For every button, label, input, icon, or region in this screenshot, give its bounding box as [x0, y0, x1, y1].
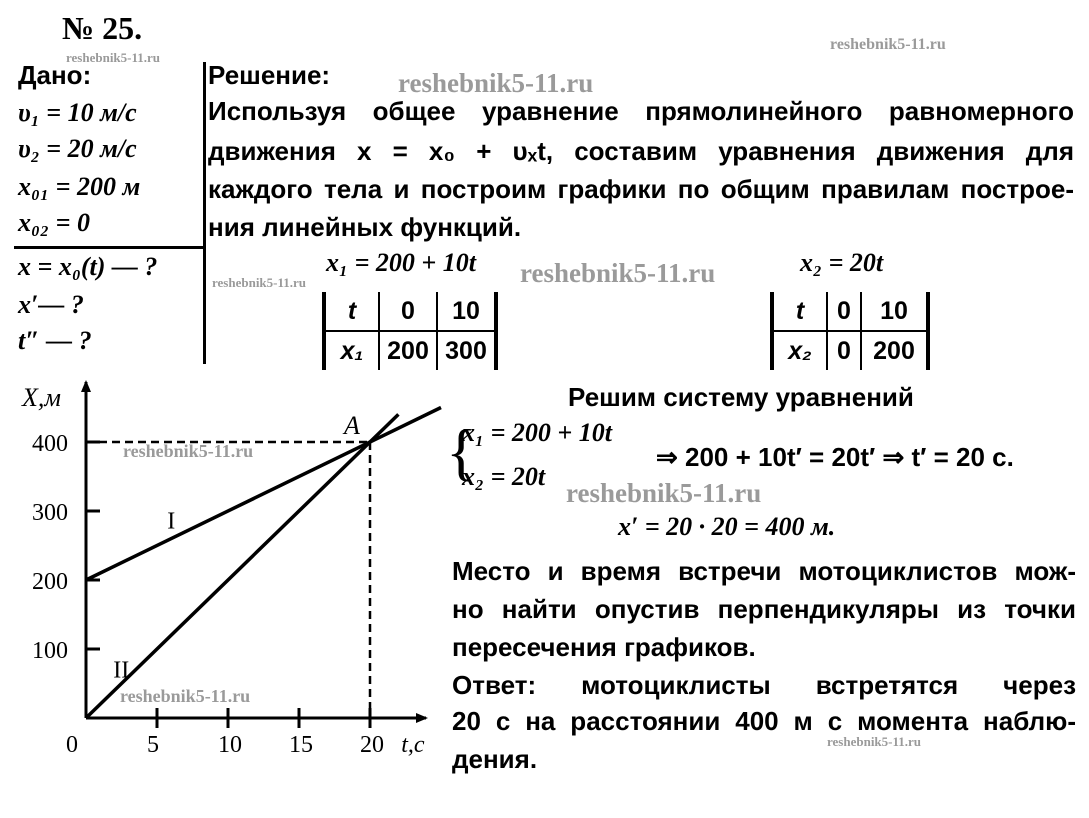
value-table-1 — [322, 292, 498, 370]
solution-paragraph-line: каждого тела и построим графики по общим правилам построе- — [208, 174, 1074, 204]
given-separator — [203, 62, 206, 364]
watermark-small: reshebnik5-11.ru — [212, 275, 307, 290]
solution-title: Решение: — [208, 60, 331, 90]
y-tick-label: 300 — [32, 500, 68, 526]
meeting-line: Место и время встречи мотоциклистов мож- — [452, 556, 1076, 586]
y-tick-label: 100 — [32, 638, 68, 664]
x-tick-label: 0 — [66, 732, 78, 758]
equation-2: x₂ = 20t — [800, 248, 884, 277]
watermark-large: reshebnik5-11.ru — [398, 68, 594, 98]
series-line-II — [86, 414, 398, 718]
x-tick-label: 15 — [289, 732, 313, 758]
table-cell: 0 — [827, 292, 861, 331]
find-line: x′— ? — [18, 290, 84, 319]
system-result: ⇒ 200 + 10t′ = 20t′ ⇒ t′ = 20 с. — [656, 442, 1014, 472]
given-line: x₀₁ = 200 м — [18, 172, 141, 201]
table-cell: 0 — [379, 292, 437, 331]
table-cell: t — [772, 292, 827, 331]
meeting-line: пересечения графиков. — [452, 632, 756, 662]
system-equation-2: x₂ = 20t — [462, 462, 546, 491]
y-tick-label: 200 — [32, 569, 68, 595]
given-line: x₀₂ = 0 — [18, 208, 90, 237]
table-cell: 10 — [437, 292, 496, 331]
y-tick-label: 400 — [32, 431, 68, 457]
table-cell: x₁ — [324, 331, 379, 370]
value-table-2 — [770, 292, 930, 370]
x-tick-label: 10 — [218, 732, 242, 758]
table-cell: t — [324, 292, 379, 331]
series-label-II: II — [113, 657, 130, 684]
motion-graph — [0, 370, 450, 770]
table-cell: 10 — [861, 292, 928, 331]
table-cell: 200 — [379, 331, 437, 370]
meeting-line: но найти опустив перпендикуляры из точки — [452, 594, 1076, 624]
watermark-small: reshebnik5-11.ru — [827, 734, 922, 749]
given-title: Дано: — [18, 60, 92, 90]
solution-paragraph-line: ния линейных функций. — [208, 212, 522, 242]
y-axis-label: X,м — [22, 383, 61, 412]
watermark-small: reshebnik5-11.ru — [830, 36, 946, 53]
series-label-I: I — [167, 508, 176, 535]
answer-line: дения. — [452, 744, 538, 774]
given-line: υ₁ = 10 м/с — [18, 98, 137, 127]
watermark-small: reshebnik5-11.ru — [123, 441, 254, 461]
answer-line: 20 с на расстоянии 400 м с момента наблю- — [452, 706, 1076, 736]
x-result: x′ = 20 · 20 = 400 м. — [618, 512, 836, 541]
x-tick-label: 20 — [360, 732, 384, 758]
watermark-small: reshebnik5-11.ru — [66, 50, 161, 65]
x-axis-label: t,с — [401, 732, 425, 758]
x-tick-label: 5 — [147, 732, 159, 758]
watermark-small: reshebnik5-11.ru — [120, 686, 251, 706]
solution-paragraph-line: Используя общее уравнение прямолинейного равномерного — [208, 96, 1074, 126]
problem-number: № 25. — [62, 10, 143, 46]
find-line: t″ — ? — [18, 326, 92, 355]
solution-paragraph-line: движения x = x₀ + υₓt, составим уравнения движения для — [208, 136, 1074, 166]
series-line-I — [86, 408, 441, 581]
given-line: υ₂ = 20 м/с — [18, 134, 137, 163]
table-cell: x₂ — [772, 331, 827, 370]
system-equation-1: x₁ = 200 + 10t — [462, 418, 612, 447]
answer-line: Ответ: мотоциклисты встретятся через — [452, 670, 1076, 700]
watermark-large: reshebnik5-11.ru — [520, 258, 716, 288]
equation-1: x₁ = 200 + 10t — [326, 248, 476, 277]
point-label: A — [344, 411, 360, 440]
watermark-large: reshebnik5-11.ru — [566, 478, 762, 508]
system-title: Решим систему уравнений — [568, 382, 914, 412]
find-line: x = x₀(t) — ? — [18, 252, 158, 281]
table-cell: 0 — [827, 331, 861, 370]
given-divider — [14, 246, 204, 249]
table-cell: 300 — [437, 331, 496, 370]
system-brace: { — [446, 416, 477, 487]
table-cell: 200 — [861, 331, 928, 370]
